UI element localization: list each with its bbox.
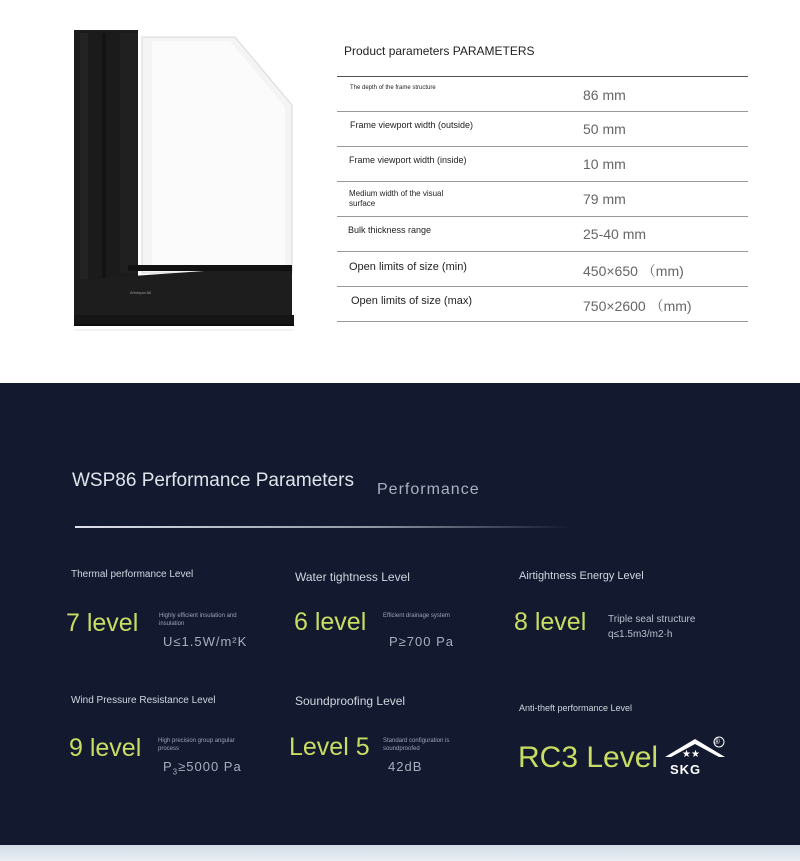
airtightness-desc: Triple seal structure: [608, 614, 696, 625]
thermal-desc: Highly efficient insulation and insulation: [159, 613, 237, 628]
table-row: [337, 77, 748, 112]
row-label: Frame viewport width (outside): [350, 120, 474, 130]
profile-stamp: Wintopia 86: [130, 290, 152, 295]
antitheft-heading: Anti-theft performance Level: [519, 703, 633, 713]
row-value: 79 mm: [583, 191, 626, 207]
row-label: Open limits of size (min): [349, 261, 467, 273]
row-value: 50 mm: [583, 121, 626, 137]
performance-title: WSP86 Performance Parameters: [72, 470, 354, 491]
row-value: 450×650 （mm): [583, 263, 684, 279]
table-row: [337, 217, 748, 252]
skg-certification-logo: [662, 735, 728, 788]
airtightness-level: 8 level: [514, 608, 587, 636]
table-row: [337, 287, 748, 322]
wind-formula-rest: ≥5000 Pa: [178, 759, 242, 774]
water-heading: Water tightness Level: [295, 570, 410, 584]
table-row: [337, 182, 748, 217]
row-label: Bulk thickness range: [348, 225, 432, 235]
wind-formula-sub: 3: [172, 767, 179, 777]
window-profile-image: [60, 25, 310, 340]
svg-text:★★: ★★: [682, 749, 700, 760]
water-formula: P≥700 Pa: [389, 634, 455, 649]
antitheft-level: RC3 Level: [518, 741, 659, 774]
row-value: 10 mm: [583, 156, 626, 172]
thermal-formula: U≤1.5W/m²K: [163, 634, 248, 649]
soundproofing-heading: Soundproofing Level: [295, 694, 406, 708]
row-value: 750×2600 （mm): [583, 298, 692, 314]
wind-level: 9 level: [69, 734, 142, 762]
airtightness-heading: Airtightness Energy Level: [519, 570, 644, 582]
soundproofing-desc: Standard configuration is soundproofed: [383, 738, 450, 753]
skg-registered-mark: ®: [714, 737, 720, 746]
table-row: [337, 112, 748, 147]
wind-formula-prefix: P: [163, 759, 173, 774]
row-label: Open limits of size (max): [351, 295, 473, 307]
wind-formula: [163, 759, 242, 777]
row-label: Frame viewport width (inside): [349, 155, 467, 165]
water-desc: Efficient drainage system: [383, 613, 450, 619]
thermal-level: 7 level: [66, 609, 139, 637]
title-underline: [75, 526, 570, 528]
thermal-heading: Thermal performance Level: [71, 569, 194, 580]
row-label: Medium width of the visual surface: [349, 189, 444, 208]
wind-desc: High precision group angular process: [158, 738, 235, 753]
performance-subtitle: Performance: [377, 481, 480, 498]
bottom-strip: [0, 845, 800, 861]
params-title: Product parameters PARAMETERS: [344, 44, 535, 58]
wind-heading: Wind Pressure Resistance Level: [71, 695, 216, 706]
product-parameters-section: [0, 0, 800, 383]
water-level: 6 level: [294, 608, 367, 636]
row-label: The depth of the frame structure: [350, 85, 436, 91]
soundproofing-formula: 42dB: [388, 759, 423, 774]
row-value: 86 mm: [583, 87, 626, 103]
airtightness-formula: q≤1.5m3/m2·h: [608, 629, 673, 640]
skg-logo-text: SKG: [670, 762, 702, 777]
row-value: 25-40 mm: [583, 226, 647, 242]
soundproofing-level: Level 5: [289, 733, 370, 761]
table-row: [337, 147, 748, 182]
table-row: [337, 252, 748, 287]
